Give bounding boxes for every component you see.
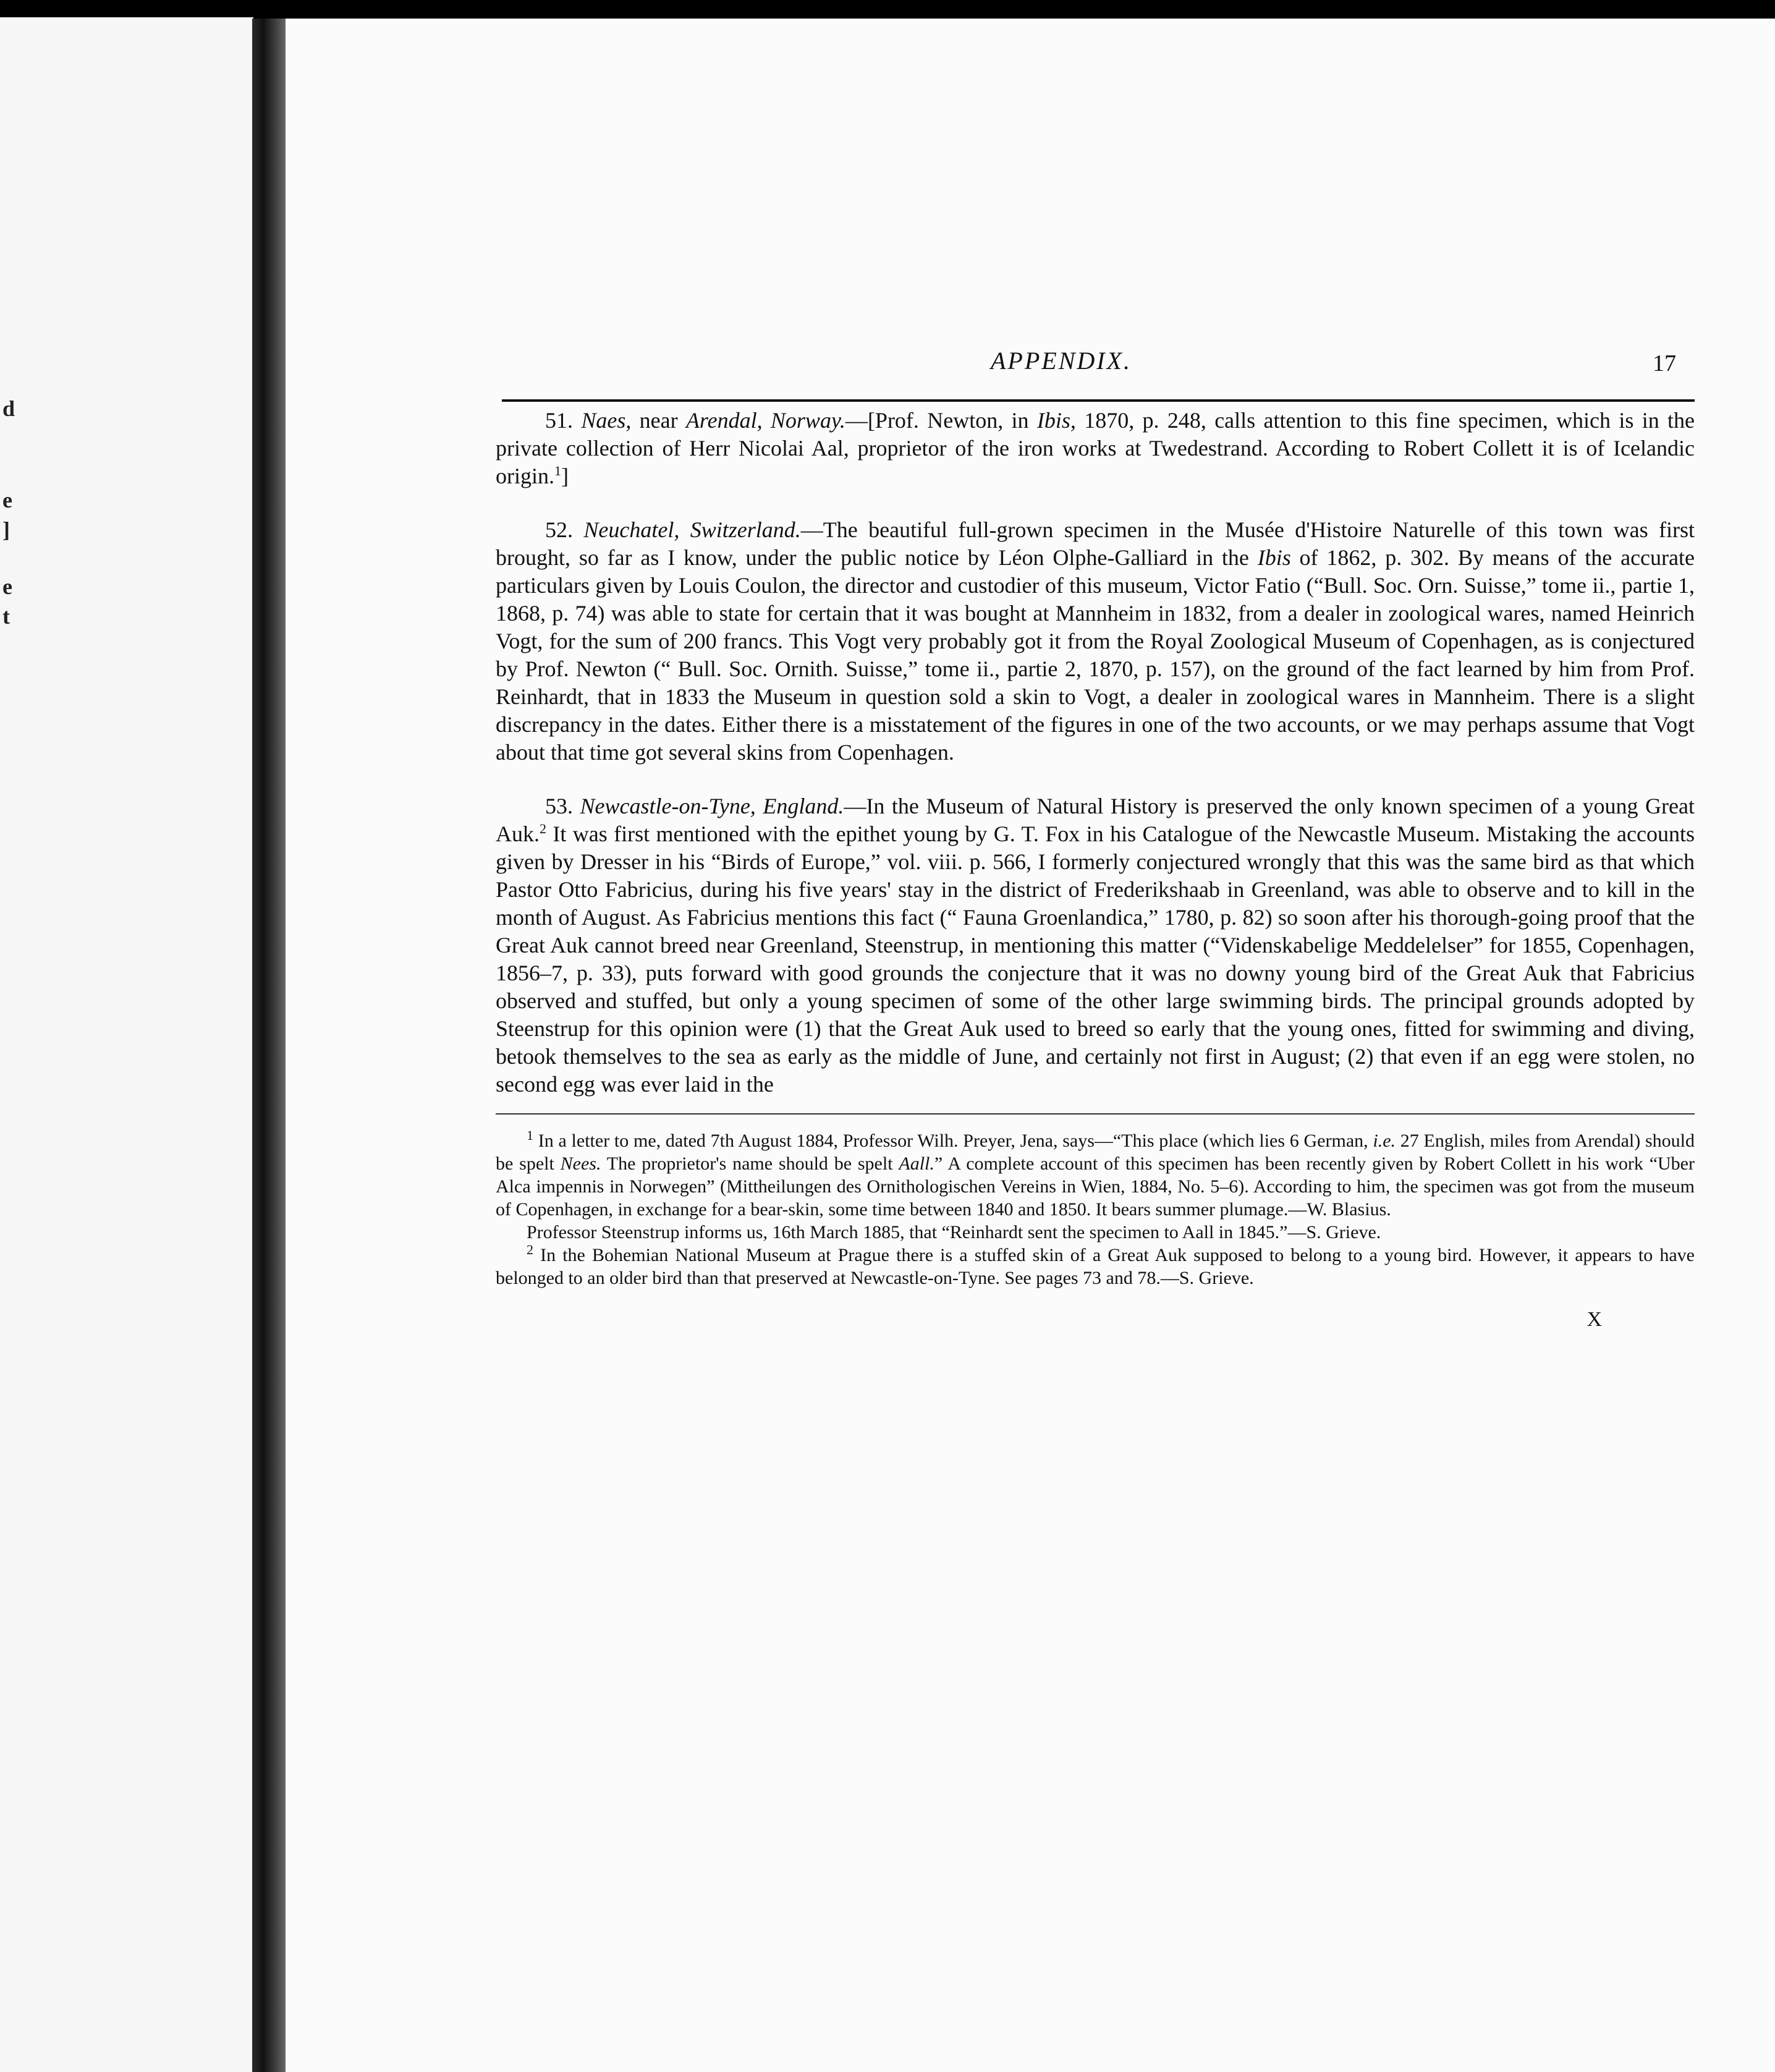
footnote-text: Professor Steenstrup informs us, 16th March 1885, that “Reinhardt sent the specimen to Aall in 1845.”—S. Grieve. <box>527 1222 1381 1242</box>
footnote-rule <box>496 1113 1695 1115</box>
page-content <box>496 340 1695 1331</box>
entry-text: It was first mentioned with the epithet young by G. T. Fox in his Catalogue of the Newcastle Museum. Mistaking the accounts given by Dresser in his “Birds of Europe,” vol. viii. p. 566, I formerly conjectured wrongly that this was the same bird as that which Pastor Otto Fabricius, during his five years' stay in the district of Frederikshaab in Greenland, was able to observe and to kill in the month of August. As Fabricius mentions this fact (“ Fauna Groenlandica,” 1780, p. 82) so soon after his thorough-going proof that the Great Auk cannot breed near Greenland, Steenstrup, in mentioning this matter (“Videnskabelige Meddelelser” for 1855, Copenhagen, 1856–7, p. 33), puts forward with good grounds the conjecture that it was no downy young bird of the Great Auk that Fabricius observed and stuffed, but only a young specimen of some of the other large swimming birds. The principal grounds adopted by Steenstrup for this opinion were (1) that the Great Auk used to breed so early that the young ones, fitted for swimming and diving, betook themselves to the sea as early as the middle of June, and certainly not first in August; (2) that even if an egg were stolen, no second egg was ever laid in the <box>496 822 1695 1097</box>
entry-text: ] <box>561 464 569 488</box>
entry-paragraph <box>496 792 1695 1098</box>
footnote-text: Nees. <box>560 1153 601 1174</box>
left-fragment: e <box>2 574 12 599</box>
entry-place: Newcastle-on-Tyne, England. <box>580 794 844 818</box>
left-page-fragments <box>0 17 25 883</box>
entry-text: near <box>631 408 686 433</box>
entry-place: Arendal, Norway. <box>685 408 845 433</box>
footnote-1 <box>496 1129 1695 1221</box>
entry-place: Naes, <box>581 408 632 433</box>
running-head <box>496 340 1695 384</box>
footnote-text: i.e. <box>1373 1131 1396 1151</box>
header-rule <box>502 399 1695 402</box>
footnote-text: 27 English, miles from Arendal) should be spelt <box>496 1131 1695 1174</box>
entry-number: 52. <box>545 517 573 542</box>
footnote-mark: 1 <box>527 1127 533 1143</box>
entry-text: —[Prof. Newton, in <box>845 408 1037 433</box>
left-fragment: ] <box>2 517 10 542</box>
left-fragment: d <box>2 396 15 421</box>
entry-text: of 1862, p. 302. By means of the accurate particulars given by Louis Coulon, the director and custodier of this museum, Victor Fatio (“Bull. Soc. Orn. Suisse,” tome ii., partie 1, 1868, p. 74) was able to state for certain that it was bought at Mannheim in 1832, from a dealer in zoological wares, named Heinrich Vogt, for the sum of 200 francs. This Vogt very probably got it from the Royal Zoological Museum of Copenhagen, as is conjectured by Prof. Newton (“ Bull. Soc. Ornith. Suisse,” tome ii., partie 2, 1870, p. 157), on the ground of the fact learned by him from Prof. Reinhardt, that in 1833 the Museum in question sold a skin to Vogt, a dealer in zoological wares in Mannheim. There is a slight discrepancy in the dates. Either there is a misstatement of the figures in one of the two accounts, or we may perhaps assume that Vogt about that time got several skins from Copenhagen. <box>496 545 1695 765</box>
entry-place: Neuchatel, Switzerland. <box>583 517 801 542</box>
footnote-text: ” A complete account of this specimen has been recently given by Robert Collett in his work “Uber Alca impennis in Norwegen” (Mittheilungen des Ornithologischen Vereins in Wien, 1884, No. 5–6). According to him, the specimen was got from the museum of Copenhagen, in exchange for a bear-skin, some time between 1840 and 1850. It bears summer plumage.—W. Blasius. <box>496 1153 1695 1220</box>
book-page <box>286 19 1775 2072</box>
entry-number: 51. <box>545 408 573 433</box>
entry-number: 53. <box>545 794 573 818</box>
footnotes <box>496 1129 1695 1289</box>
entry-paragraph <box>496 516 1695 766</box>
footnote-1-addendum <box>496 1221 1695 1244</box>
entry-paragraph <box>496 407 1695 490</box>
entry-52 <box>496 516 1695 766</box>
footnote-ref: 1 <box>554 463 561 478</box>
entry-text: 1870, p. 248, calls attention to this fine specimen, which is in the private collection of Herr Nicolai Aal, proprietor of the iron works at Twedestrand. According to Robert Collett it is of Icelandic origin. <box>496 408 1695 488</box>
running-title: APPENDIX. <box>990 347 1132 375</box>
entry-53 <box>496 792 1695 1098</box>
page-number: 17 <box>1653 350 1676 376</box>
left-fragment: t <box>2 604 10 629</box>
entry-text: —In the Museum of Natural History is preserved the only known specimen of a young Great Auk. <box>496 794 1695 846</box>
book-gutter-shadow <box>252 19 289 2072</box>
entry-text: —The beautiful full-grown specimen in the Musée d'Histoire Naturelle of this town was first brought, so far as I know, under the public notice by Léon Olphe-Galliard in the <box>496 517 1695 570</box>
footnote-mark: 2 <box>527 1242 533 1257</box>
left-page-edge <box>0 17 253 2072</box>
footnote-ref: 2 <box>540 821 546 836</box>
footnote-text: In the Bohemian National Museum at Prague there is a stuffed skin of a Great Auk supposed to belong to a young bird. However, it appears to have belonged to an older bird than that preserved at Newcastle-on-Tyne. See pages 73 and 78.—S. Grieve. <box>496 1245 1695 1288</box>
journal-title: Ibis, <box>1036 408 1076 433</box>
journal-title: Ibis <box>1257 545 1291 570</box>
signature-mark: X <box>1586 1308 1602 1331</box>
entry-51 <box>496 407 1695 490</box>
footnote-text: The proprietor's name should be spelt <box>601 1153 899 1174</box>
footnote-text: Aall. <box>899 1153 934 1174</box>
footnote-2 <box>496 1244 1695 1289</box>
footnote-text: In a letter to me, dated 7th August 1884, Professor Wilh. Preyer, Jena, says—“This place (which lies 6 German, <box>533 1131 1373 1151</box>
left-fragment: e <box>2 488 12 512</box>
